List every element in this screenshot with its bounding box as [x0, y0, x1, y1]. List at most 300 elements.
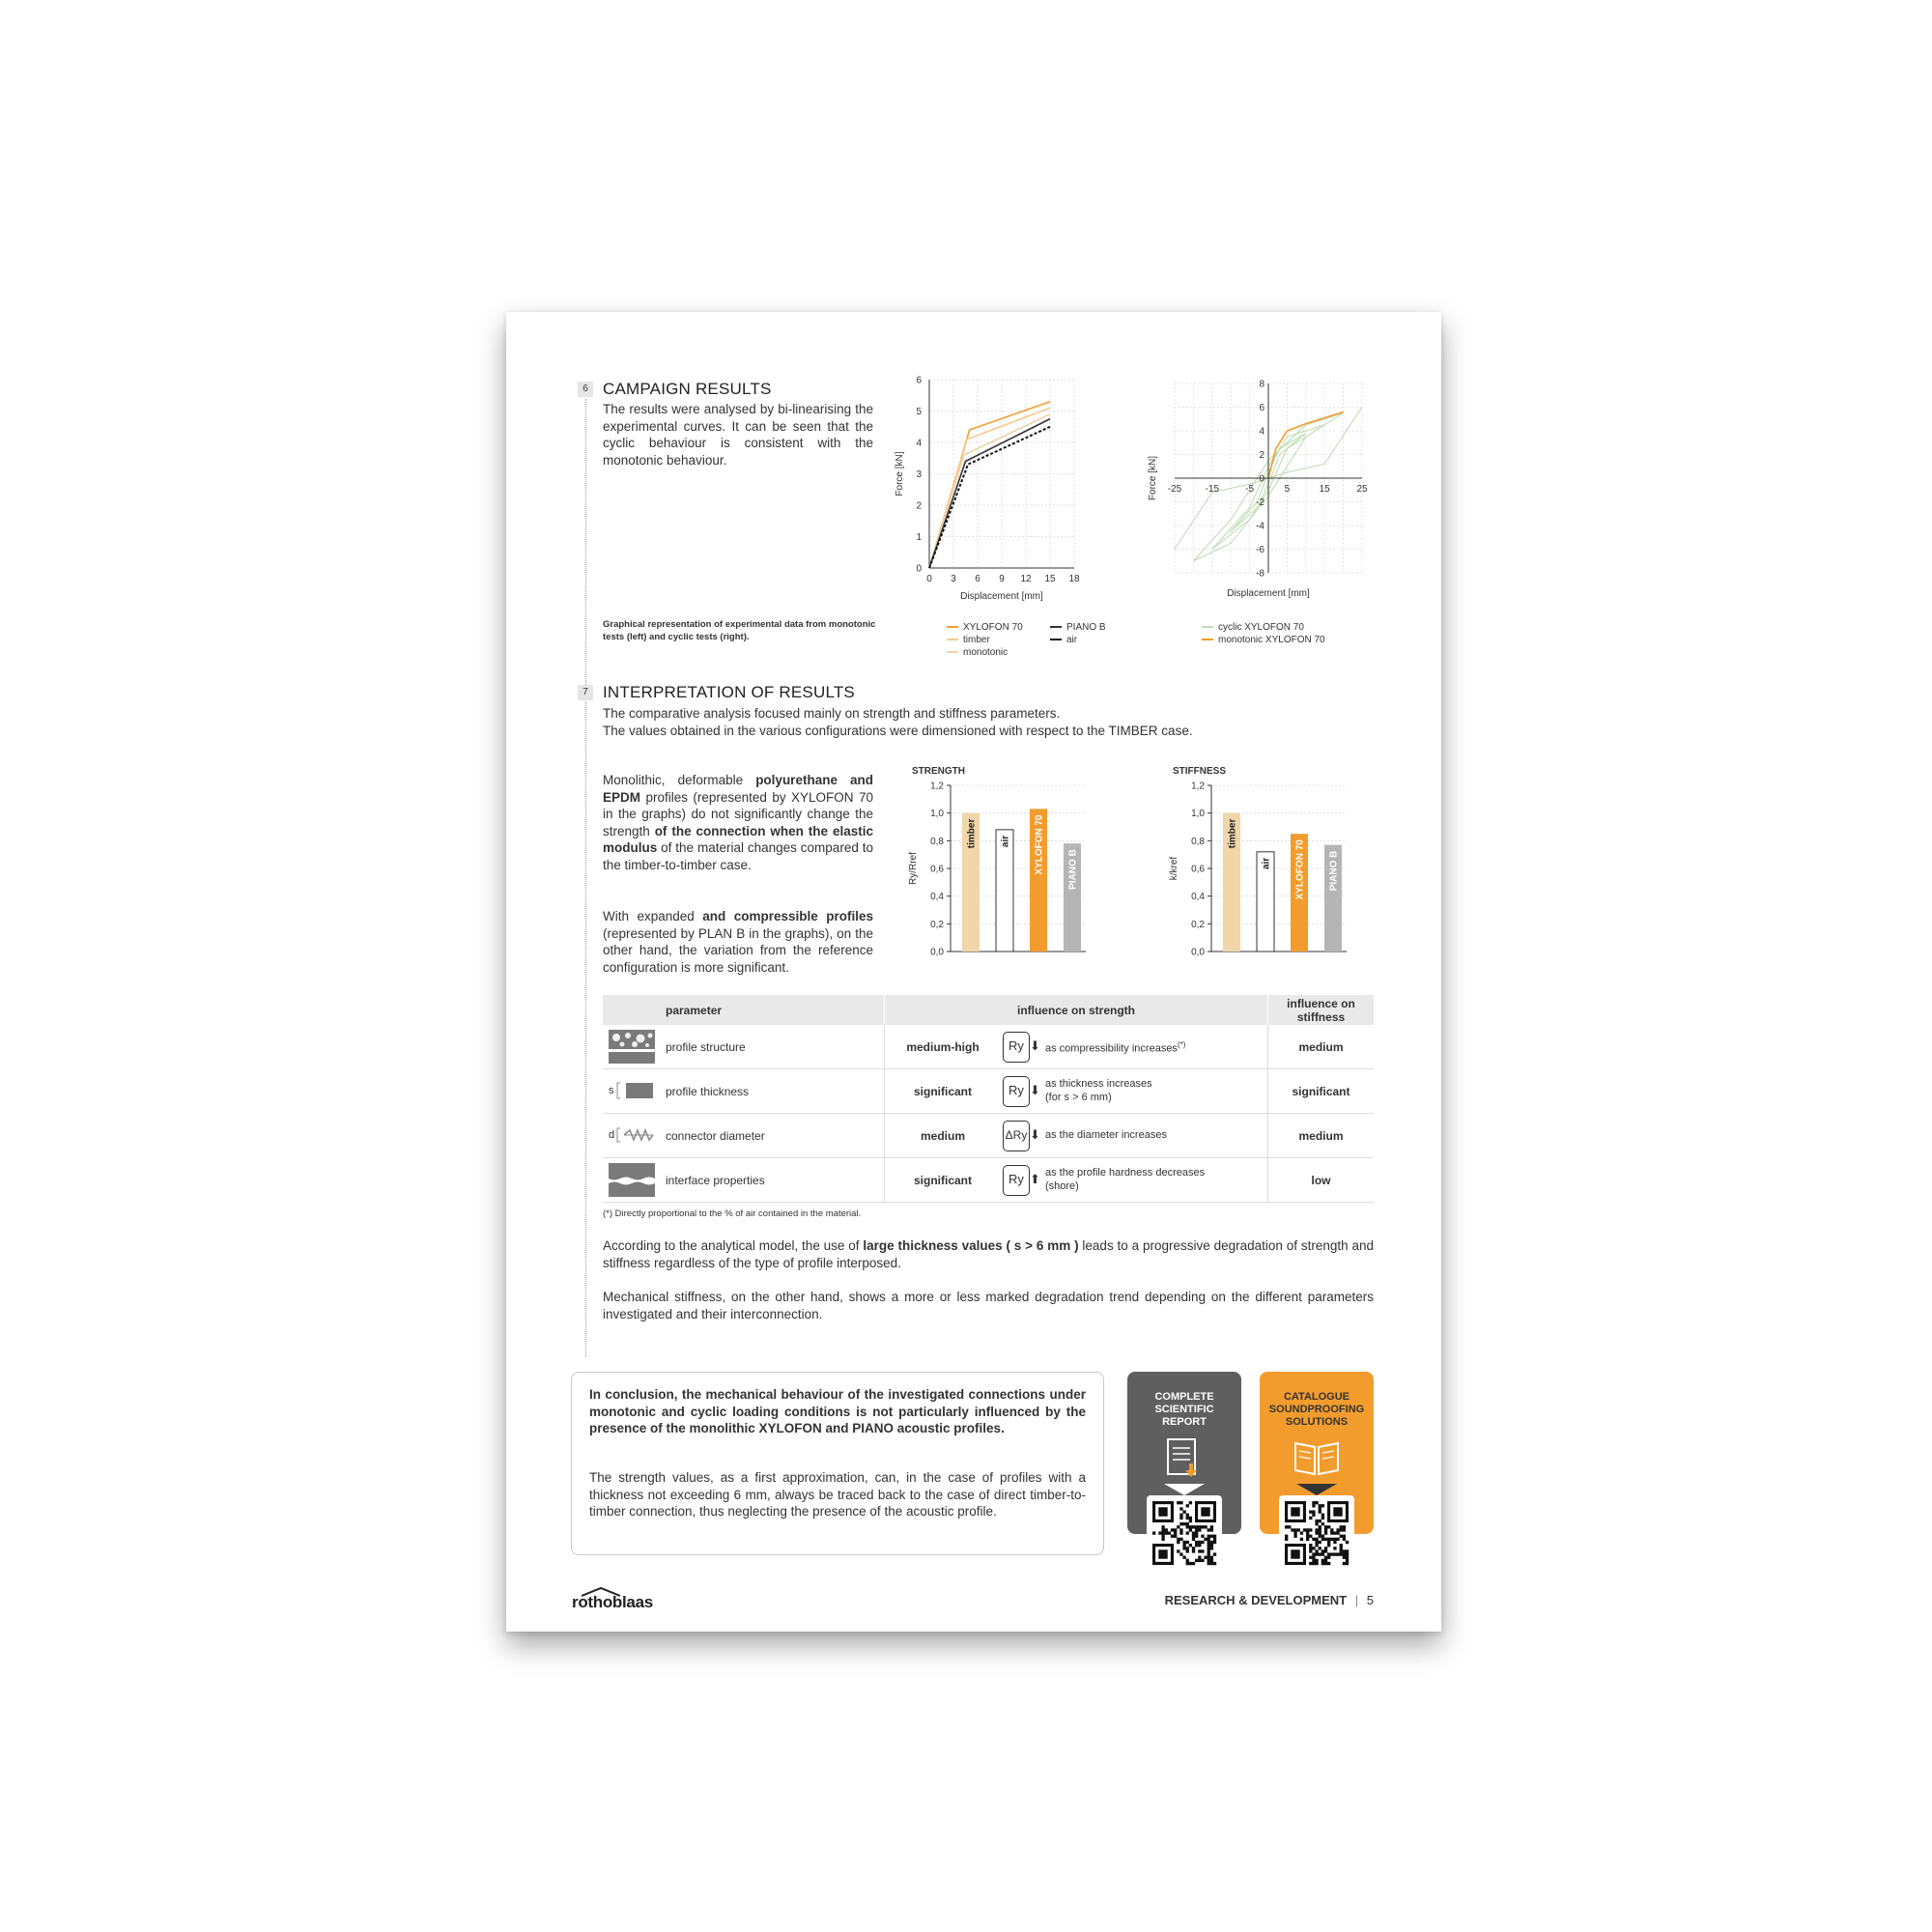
- qr-module: [1210, 1556, 1213, 1559]
- qr-module: [1182, 1544, 1185, 1547]
- x-tick-label: 6: [975, 574, 980, 584]
- ry-symbol: Ry ⬇: [1003, 1076, 1030, 1107]
- qr-module: [1208, 1544, 1210, 1547]
- qr-module: [1158, 1531, 1161, 1534]
- bar-label: PIANO B: [1067, 849, 1079, 890]
- parameter-label: connector diameter: [666, 1128, 765, 1143]
- qr-module: [1285, 1535, 1288, 1538]
- qr-module: [1309, 1547, 1312, 1549]
- qr-module: [1312, 1556, 1315, 1559]
- interpretation-paragraph-2: With expanded and compressible profiles (represented by PLAN B in the graphs), on the other hand, the variation from the reference configuration is more significant.: [603, 909, 873, 975]
- qr-module: [1312, 1510, 1315, 1513]
- series-line: [929, 419, 1050, 568]
- qr-module: [1309, 1510, 1312, 1513]
- qr-module: [1195, 1525, 1198, 1528]
- table-row: [603, 1025, 1374, 1069]
- y-tick-label: 1,2: [930, 781, 944, 792]
- qr-module: [1333, 1552, 1336, 1555]
- section-number: 6: [578, 382, 593, 397]
- qr-module: [1324, 1556, 1327, 1559]
- legend-swatch: [1202, 639, 1213, 640]
- qr-module: [1321, 1517, 1324, 1520]
- monotonic-force-chart: [891, 372, 1103, 602]
- y-tick-label: 0,0: [930, 947, 944, 958]
- qr-module: [1189, 1528, 1192, 1531]
- qr-module: [1343, 1556, 1346, 1559]
- stiffness-cell: medium: [1268, 1025, 1375, 1069]
- qr-module: [1213, 1535, 1216, 1538]
- y-tick-label: 5: [916, 407, 922, 417]
- qr-module: [1186, 1525, 1189, 1528]
- legend-item: [1202, 621, 1395, 634]
- legend-swatch: [1050, 626, 1062, 628]
- qr-module: [1306, 1538, 1309, 1541]
- qr-module: [1336, 1538, 1339, 1541]
- qr-module: [1340, 1552, 1343, 1555]
- qr-module: [1312, 1538, 1315, 1541]
- parameter-cell: [603, 1158, 885, 1203]
- strength-level: medium-high: [906, 1039, 980, 1054]
- soundproofing-catalogue-card[interactable]: CATALOGUE SOUNDPROOFING SOLUTIONS: [1260, 1372, 1374, 1534]
- y-tick-label: 4: [1259, 426, 1264, 438]
- parameter-table: [603, 995, 1374, 1203]
- series-line: [929, 402, 1050, 568]
- qr-module: [1208, 1528, 1210, 1531]
- qr-module: [1210, 1547, 1213, 1549]
- y-tick-label: 2: [916, 500, 922, 512]
- qr-module: [1312, 1547, 1315, 1549]
- y-axis-title: Force [kN]: [895, 451, 905, 497]
- qr-module: [1165, 1528, 1168, 1531]
- qr-module: [1189, 1501, 1192, 1504]
- strength-level: medium: [920, 1128, 965, 1143]
- qr-module: [1297, 1528, 1300, 1531]
- qr-module: [1186, 1504, 1189, 1507]
- qr-module: [1186, 1531, 1189, 1534]
- qr-module: [1186, 1547, 1189, 1549]
- qr-module: [1346, 1541, 1349, 1544]
- qr-module: [1319, 1541, 1321, 1544]
- bar-label: timber: [966, 818, 978, 849]
- qr-module: [1192, 1535, 1195, 1538]
- qr-module: [1319, 1504, 1321, 1507]
- arrow-up-icon: ⬆: [1030, 1171, 1040, 1186]
- connector-screw-icon: [616, 1125, 657, 1147]
- y-tick-label: 3: [916, 469, 922, 480]
- qr-module: [1179, 1501, 1182, 1504]
- qr-module: [1186, 1549, 1189, 1552]
- x-tick-label: -25: [1167, 484, 1182, 495]
- qr-module: [1208, 1549, 1210, 1552]
- qr-module: [1309, 1562, 1312, 1565]
- qr-module: [1343, 1535, 1346, 1538]
- qr-module: [1333, 1538, 1336, 1541]
- qr-module: [1179, 1528, 1182, 1531]
- qr-module: [1168, 1531, 1171, 1534]
- qr-module: [1319, 1510, 1321, 1513]
- strength-cell: [885, 1158, 1268, 1203]
- qr-module: [1309, 1517, 1312, 1520]
- stiffness-cell: medium: [1268, 1114, 1375, 1158]
- qr-module: [1208, 1538, 1210, 1541]
- strength-description: as thickness increases: [1045, 1077, 1152, 1090]
- qr-module: [1324, 1538, 1327, 1541]
- qr-module: [1315, 1528, 1318, 1531]
- qr-module: [1340, 1535, 1343, 1538]
- qr-module: [1210, 1525, 1213, 1528]
- y-tick-label: 0,2: [1191, 919, 1205, 930]
- qr-module: [1330, 1538, 1333, 1541]
- qr-module: [1201, 1559, 1204, 1562]
- header-parameter: parameter: [603, 995, 885, 1025]
- x-tick-label: 15: [1044, 574, 1056, 584]
- qr-module: [1177, 1501, 1179, 1504]
- qr-module: [1319, 1520, 1321, 1522]
- x-tick-label: 15: [1319, 484, 1330, 495]
- qr-module: [1208, 1541, 1210, 1544]
- qr-module: [1340, 1525, 1343, 1528]
- y-axis-title: Force [kN]: [1148, 455, 1158, 501]
- qr-module: [1343, 1562, 1346, 1565]
- interpretation-intro-2: The values obtained in the various configurations were dimensioned with respect to the TIMBER case.: [603, 724, 1193, 738]
- qr-module: [1198, 1544, 1201, 1547]
- qr-module: [1192, 1525, 1195, 1528]
- x-tick-label: -5: [1245, 484, 1255, 495]
- qr-module: [1343, 1525, 1346, 1528]
- profile-structure-icon: [609, 1030, 657, 1065]
- qr-module: [1192, 1531, 1195, 1534]
- qr-module: [1177, 1525, 1179, 1528]
- y-tick-label: 2: [1259, 450, 1264, 461]
- qr-module: [1324, 1559, 1327, 1562]
- qr-module: [1201, 1535, 1204, 1538]
- y-tick-label: -4: [1256, 521, 1264, 532]
- ry-symbol: Ry ⬇: [1003, 1032, 1030, 1063]
- legend-label: monotonic: [963, 647, 1009, 658]
- legend-item: [947, 621, 1063, 634]
- qr-module: [1312, 1514, 1315, 1517]
- qr-module: [1198, 1528, 1201, 1531]
- qr-module: [1333, 1541, 1336, 1544]
- qr-module: [1306, 1528, 1309, 1531]
- legend-swatch: [1202, 626, 1213, 628]
- qr-module: [1336, 1531, 1339, 1534]
- table-row: [603, 1158, 1374, 1203]
- qr-module: [1210, 1528, 1213, 1531]
- qr-module: [1189, 1517, 1192, 1520]
- x-axis-title: Displacement [mm]: [960, 591, 1043, 602]
- qr-module: [1288, 1525, 1291, 1528]
- qr-module: [1327, 1538, 1330, 1541]
- qr-module: [1309, 1535, 1312, 1538]
- qr-module: [1210, 1562, 1213, 1565]
- qr-module: [1319, 1525, 1321, 1528]
- qr-module: [1174, 1535, 1177, 1538]
- qr-module: [1315, 1538, 1318, 1541]
- qr-module: [1195, 1528, 1198, 1531]
- qr-module: [1300, 1538, 1303, 1541]
- qr-module: [1179, 1538, 1182, 1541]
- qr-module: [1315, 1552, 1318, 1555]
- campaign-text: The results were analysed by bi-linearising the experimental curves. It can be seen that the cyclic behaviour is consistent with the monotonic behaviour.: [603, 402, 873, 468]
- arrow-down-icon: ⬇: [1030, 1126, 1040, 1142]
- legend-item: [1050, 634, 1147, 646]
- legend-label: monotonic XYLOFON 70: [1218, 635, 1325, 645]
- qr-module: [1192, 1549, 1195, 1552]
- qr-module: [1330, 1528, 1333, 1531]
- qr-module: [1340, 1528, 1343, 1531]
- qr-module: [1293, 1535, 1296, 1538]
- qr-module: [1319, 1528, 1321, 1531]
- qr-module: [1179, 1522, 1182, 1525]
- qr-code[interactable]: [1147, 1495, 1222, 1571]
- qr-module: [1321, 1538, 1324, 1541]
- qr-module: [1182, 1547, 1185, 1549]
- qr-module: [1346, 1559, 1349, 1562]
- scientific-report-card[interactable]: COMPLETE SCIENTIFIC REPORT: [1127, 1372, 1241, 1534]
- y-tick-label: 8: [1259, 379, 1264, 390]
- y-tick-label: 1,2: [1191, 781, 1205, 792]
- qr-module: [1319, 1552, 1321, 1555]
- qr-module: [1213, 1541, 1216, 1544]
- x-tick-label: 18: [1068, 574, 1080, 584]
- conclusion-text: The strength values, as a first approximation, can, in the case of profiles with a thickness not exceeding 6 mm, always be traced back to the case of direct timber-to-timber connection, thus neglecting the presence of the acoustic profile.: [589, 1470, 1086, 1519]
- qr-module: [1321, 1514, 1324, 1517]
- document-page: [506, 312, 1441, 1632]
- qr-module: [1343, 1549, 1346, 1552]
- stiffness-bar-chart: [1163, 764, 1356, 959]
- strength-level: significant: [913, 1173, 972, 1187]
- qr-module: [1315, 1562, 1318, 1565]
- table-row: [603, 1069, 1374, 1114]
- qr-module: [1315, 1522, 1318, 1525]
- section-number: 7: [578, 685, 593, 700]
- qr-module: [1204, 1525, 1207, 1528]
- qr-module: [1333, 1531, 1336, 1534]
- qr-module: [1189, 1562, 1192, 1565]
- y-tick-label: 4: [916, 438, 922, 449]
- qr-module: [1324, 1547, 1327, 1549]
- qr-module: [1179, 1517, 1182, 1520]
- qr-module: [1179, 1507, 1182, 1510]
- qr-module: [1210, 1559, 1213, 1562]
- qr-module: [1285, 1538, 1288, 1541]
- qr-module: [1195, 1559, 1198, 1562]
- qr-module: [1161, 1535, 1164, 1538]
- qr-finder: [1158, 1507, 1167, 1516]
- qr-module: [1315, 1549, 1318, 1552]
- parameter-label: profile thickness: [666, 1084, 750, 1098]
- qr-module: [1315, 1501, 1318, 1504]
- qr-module: [1321, 1522, 1324, 1525]
- qr-module: [1346, 1549, 1349, 1552]
- parameter-cell: [603, 1114, 885, 1158]
- qr-module: [1312, 1501, 1315, 1504]
- qr-module: [1327, 1556, 1330, 1559]
- y-tick-label: 0,8: [930, 836, 944, 847]
- qr-module: [1208, 1559, 1210, 1562]
- qr-module: [1204, 1556, 1207, 1559]
- qr-module: [1291, 1528, 1293, 1531]
- bar-label: timber: [1227, 818, 1238, 849]
- bar-label: XYLOFON 70: [1034, 814, 1045, 875]
- qr-module: [1343, 1538, 1346, 1541]
- legend-label: cyclic XYLOFON 70: [1218, 622, 1304, 633]
- qr-module: [1319, 1547, 1321, 1549]
- qr-module: [1161, 1538, 1164, 1541]
- qr-module: [1327, 1541, 1330, 1544]
- y-tick-label: 0,6: [1191, 864, 1205, 875]
- qr-finder: [1291, 1549, 1299, 1558]
- qr-finder: [1158, 1549, 1167, 1558]
- qr-module: [1213, 1538, 1216, 1541]
- qr-module: [1198, 1525, 1201, 1528]
- qr-module: [1324, 1531, 1327, 1534]
- qr-module: [1152, 1531, 1155, 1534]
- qr-module: [1192, 1547, 1195, 1549]
- bar-label: PIANO B: [1328, 850, 1340, 892]
- series-line: [929, 414, 1050, 568]
- qr-module: [1186, 1559, 1189, 1562]
- qr-module: [1319, 1535, 1321, 1538]
- qr-module: [1300, 1531, 1303, 1534]
- qr-module: [1192, 1562, 1195, 1565]
- qr-module: [1321, 1559, 1324, 1562]
- qr-finder: [1291, 1507, 1299, 1516]
- qr-module: [1319, 1507, 1321, 1510]
- qr-module: [1321, 1535, 1324, 1538]
- x-axis-title: Displacement [mm]: [1227, 588, 1310, 599]
- bar-label: XYLOFON 70: [1294, 839, 1306, 900]
- qr-module: [1213, 1552, 1216, 1555]
- parameter-label: profile structure: [666, 1039, 746, 1054]
- qr-module: [1195, 1531, 1198, 1534]
- x-tick-label: 25: [1356, 484, 1368, 495]
- stiffness-cell: significant: [1268, 1069, 1375, 1114]
- y-tick-label: 0,8: [1191, 836, 1205, 847]
- series-line: [929, 427, 1050, 568]
- qr-module: [1208, 1556, 1210, 1559]
- series-line: [929, 408, 1050, 568]
- qr-module: [1340, 1544, 1343, 1547]
- qr-module: [1198, 1559, 1201, 1562]
- legend-swatch: [947, 639, 958, 640]
- qr-module: [1336, 1552, 1339, 1555]
- qr-module: [1179, 1531, 1182, 1534]
- qr-module: [1336, 1528, 1339, 1531]
- strength-description-2: (shore): [1045, 1179, 1079, 1192]
- qr-module: [1324, 1528, 1327, 1531]
- qr-module: [1201, 1549, 1204, 1552]
- qr-module: [1324, 1549, 1327, 1552]
- arrow-down-icon: ⬇: [1030, 1082, 1040, 1097]
- qr-module: [1303, 1528, 1306, 1531]
- chart-title: STRENGTH: [912, 766, 965, 777]
- qr-module: [1198, 1549, 1201, 1552]
- thickness-prefix: s: [609, 1084, 614, 1096]
- x-tick-label: 12: [1020, 574, 1032, 584]
- interface-profile-icon: [609, 1163, 657, 1198]
- bar-label: air: [1000, 835, 1011, 848]
- legend-swatch: [947, 651, 958, 653]
- y-tick-label: -6: [1256, 545, 1264, 555]
- qr-module: [1285, 1525, 1288, 1528]
- qr-module: [1210, 1535, 1213, 1538]
- qr-module: [1171, 1535, 1174, 1538]
- legend-label: PIANO B: [1066, 622, 1106, 633]
- qr-module: [1204, 1538, 1207, 1541]
- legend-label: air: [1066, 635, 1078, 645]
- qr-module: [1312, 1504, 1315, 1507]
- strength-description: as compressibility increases(*): [1045, 1039, 1186, 1055]
- qr-module: [1306, 1531, 1309, 1534]
- strength-cell: [885, 1025, 1268, 1069]
- legend-swatch: [1050, 639, 1062, 640]
- qr-module: [1186, 1522, 1189, 1525]
- qr-module: [1343, 1528, 1346, 1531]
- cyclic-force-chart: [1144, 372, 1376, 599]
- qr-module: [1161, 1531, 1164, 1534]
- x-tick-label: 9: [999, 574, 1005, 584]
- qr-module: [1321, 1552, 1324, 1555]
- parameter-label: interface properties: [666, 1173, 765, 1187]
- qr-module: [1306, 1535, 1309, 1538]
- qr-module: [1293, 1528, 1296, 1531]
- qr-module: [1186, 1562, 1189, 1565]
- qr-module: [1330, 1531, 1333, 1534]
- qr-module: [1312, 1559, 1315, 1562]
- qr-module: [1333, 1547, 1336, 1549]
- section-guide-line: [585, 399, 586, 1357]
- qr-module: [1315, 1541, 1318, 1544]
- y-tick-label: 0: [1259, 473, 1264, 485]
- page-number: 5: [1366, 1593, 1374, 1607]
- qr-module: [1315, 1520, 1318, 1522]
- strength-level: significant: [913, 1084, 972, 1098]
- qr-module: [1321, 1549, 1324, 1552]
- legend-swatch: [947, 626, 958, 628]
- qr-module: [1198, 1541, 1201, 1544]
- y-tick-label: 1: [916, 532, 922, 543]
- x-tick-label: 3: [951, 574, 956, 584]
- legend-item: [947, 646, 1063, 659]
- qr-module: [1179, 1552, 1182, 1555]
- strength-description: as the profile hardness decreases: [1045, 1166, 1206, 1179]
- qr-module: [1182, 1510, 1185, 1513]
- qr-module: [1195, 1544, 1198, 1547]
- rothoblaas-logo[interactable]: rothoblaas: [572, 1593, 653, 1612]
- qr-module: [1174, 1531, 1177, 1534]
- qr-module: [1186, 1514, 1189, 1517]
- qr-module: [1293, 1531, 1296, 1534]
- qr-module: [1186, 1517, 1189, 1520]
- qr-module: [1177, 1541, 1179, 1544]
- y-axis-title: Ry/Rref: [908, 852, 919, 885]
- y-tick-label: 1,0: [930, 809, 944, 820]
- legend-item: [947, 634, 1063, 646]
- qr-code[interactable]: [1279, 1495, 1354, 1571]
- strength-cell: [885, 1114, 1268, 1158]
- chart-caption: Graphical representation of experimental data from monotonic tests (left) and cyclic tests (right).: [603, 619, 876, 642]
- bar-label: air: [1261, 857, 1272, 870]
- y-tick-label: -2: [1256, 497, 1264, 508]
- qr-module: [1321, 1562, 1324, 1565]
- qr-module: [1315, 1531, 1318, 1534]
- qr-module: [1189, 1544, 1192, 1547]
- footer-section-label: RESEARCH & DEVELOPMENT | 5: [1164, 1593, 1374, 1607]
- qr-module: [1179, 1514, 1182, 1517]
- qr-module: [1213, 1562, 1216, 1565]
